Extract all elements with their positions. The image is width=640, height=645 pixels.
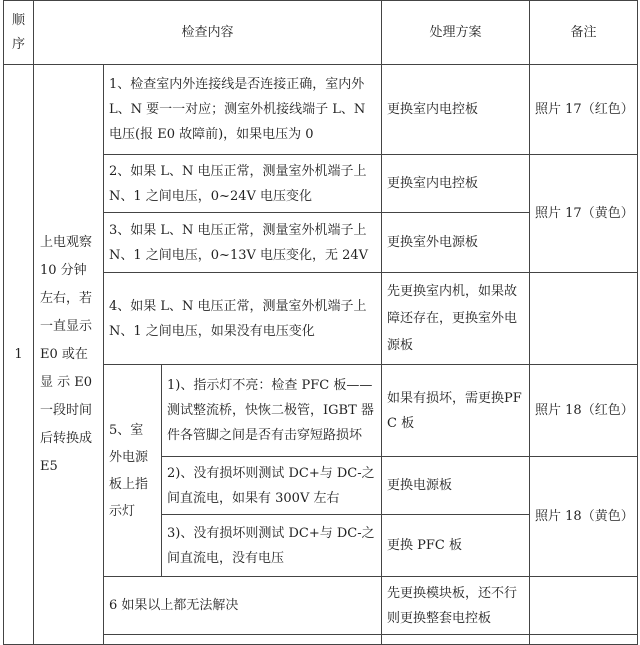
inspection-table <box>3 0 638 645</box>
item-2-plan: 更换室内电控板 <box>382 155 530 213</box>
item-2-content: 2、如果 L、N 电压正常，测量室外机端子上 N、1 之间电压，0~24V 电压变化 <box>104 155 382 213</box>
header-note: 备注 <box>530 1 638 65</box>
table-header-row <box>4 1 638 65</box>
item-1-note: 照片 17（红色） <box>530 65 638 155</box>
item-5-sub-2-plan: 更换电源板 <box>382 457 530 515</box>
item-5-sub-1-plan: 如果有损坏，需更换PFC 板 <box>382 365 530 457</box>
header-plan: 处理方案 <box>382 1 530 65</box>
item-5-sub-3-content: 3)、没有损坏则测试 DC+与 DC-之间直流电，没有电压 <box>162 515 382 577</box>
item-5-sub-1-content: 1)、指示灯不亮：检查 PFC 板——测试整流桥，快恢二极管，IGBT 器件各管脚之间是否有击穿短路损坏 <box>162 365 382 457</box>
header-seq: 顺序 <box>4 1 34 65</box>
item-3-content: 3、如果 L、N 电压正常，测量室外机端子上 N、1 之间电压，0~13V 电压变化，无 24V <box>104 213 382 273</box>
item-2-3-note: 照片 17（黄色） <box>530 155 638 273</box>
item-5-sub-3-plan: 更换 PFC 板 <box>382 515 530 577</box>
item-4-plan: 先更换室内机，如果故障还存在，更换室外电源板 <box>382 273 530 365</box>
item-1-plan: 更换室内电控板 <box>382 65 530 155</box>
item-5-sub-1-note: 照片 18（红色） <box>530 365 638 457</box>
row-seq: 1 <box>4 65 34 645</box>
table-row <box>4 65 638 155</box>
item-5-sub-2-3-note: 照片 18（黄色） <box>530 457 638 577</box>
item-4-note <box>530 273 638 365</box>
item-5-label: 5、室外电源板上指示灯 <box>104 365 162 577</box>
row-observe: 上电观察10 分钟左右，若一直显示E0 或在显 示 E0一段时间后转换成E5 <box>34 65 104 645</box>
item-6-content: 6 如果以上都无法解决 <box>104 577 382 635</box>
header-content: 检查内容 <box>34 1 382 65</box>
item-3-plan: 更换室外电源板 <box>382 213 530 273</box>
item-6-plan: 先更换模块板，还不行则更换整套电控板 <box>382 577 530 635</box>
item-1-content: 1、检查室内外连接线是否连接正确，室内外L、N 要一一对应；测室外机接线端子 L、N 电压(报 E0 故障前)，如果电压为 0 <box>104 65 382 155</box>
item-4-content: 4、如果 L、N 电压正常，测量室外机端子上 N、1 之间电压，如果没有电压变化 <box>104 273 382 365</box>
item-6-note <box>530 577 638 635</box>
item-5-sub-2-content: 2)、没有损坏则测试 DC+与 DC-之间直流电，如果有 300V 左右 <box>162 457 382 515</box>
